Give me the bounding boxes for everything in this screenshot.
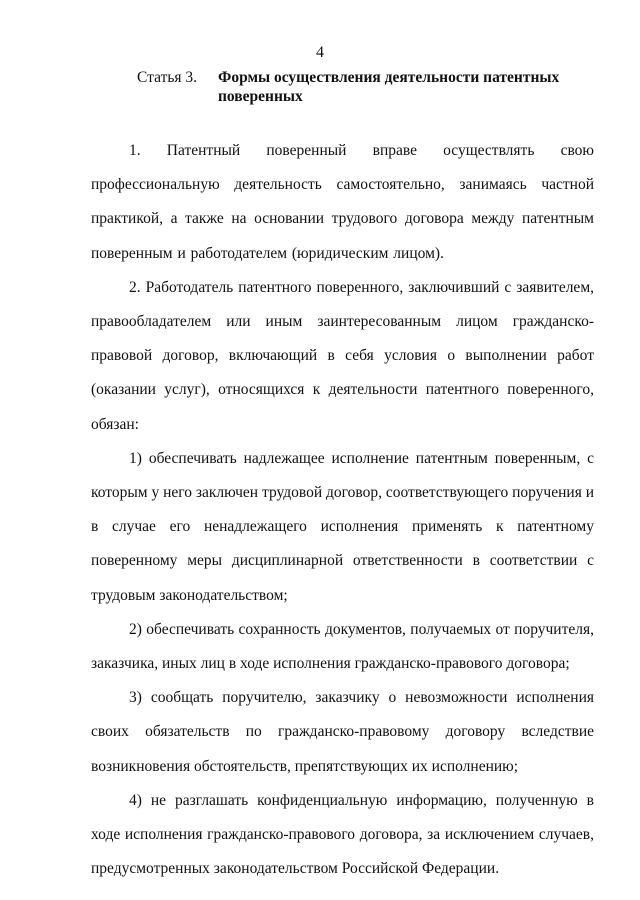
article-title-line-1: Формы осуществления деятельности патентных	[218, 69, 560, 86]
page-number: 4	[316, 44, 324, 61]
article-label: Статья 3.	[137, 69, 198, 86]
list-item-4: 4) не разглашать конфиденциальную информацию, полученную в ходе исполнения гражданско-правового договора, за исключением случаев, предусмотренных законодательством Российской Федерации.	[91, 791, 594, 878]
paragraph-2: 2. Работодатель патентного поверенного, заключивший с заявителем, правообладателем или иным заинтересованным лицом гражданско-правовой договор, включающий в себя условия о выполнении работ (оказании услуг), относящихся к деятельности патентного поверенного, обязан:	[91, 278, 594, 433]
paragraph-1: 1. Патентный поверенный вправе осуществлять свою профессиональную деятельность самостоятельно, занимаясь частной практикой, а также на основании трудового договора между патентным поверенным и работодателем (юридическим лицом).	[91, 142, 594, 262]
article-body	[91, 134, 594, 886]
article-title-line-2: поверенных	[218, 88, 303, 105]
list-item-3: 3) сообщать поручителю, заказчику о невозможности исполнения своих обязательств по гражданско-правовому договору вследствие возникновения обстоятельств, препятствующих их исполнению;	[91, 689, 594, 775]
article-title	[218, 68, 578, 106]
list-item-1: 1) обеспечивать надлежащее исполнение патентным поверенным, с которым у него заключен трудовой договор, соответствующего поручения и в случае его ненадлежащего исполнения применять к патентному поверенному меры дисциплинарной ответственности в соответствии с трудовым законодательством;	[91, 449, 594, 604]
list-item-2: 2) обеспечивать сохранность документов, получаемых от поручителя, заказчика, иных лиц в ходе исполнения гражданско-правового договора;	[91, 620, 594, 673]
